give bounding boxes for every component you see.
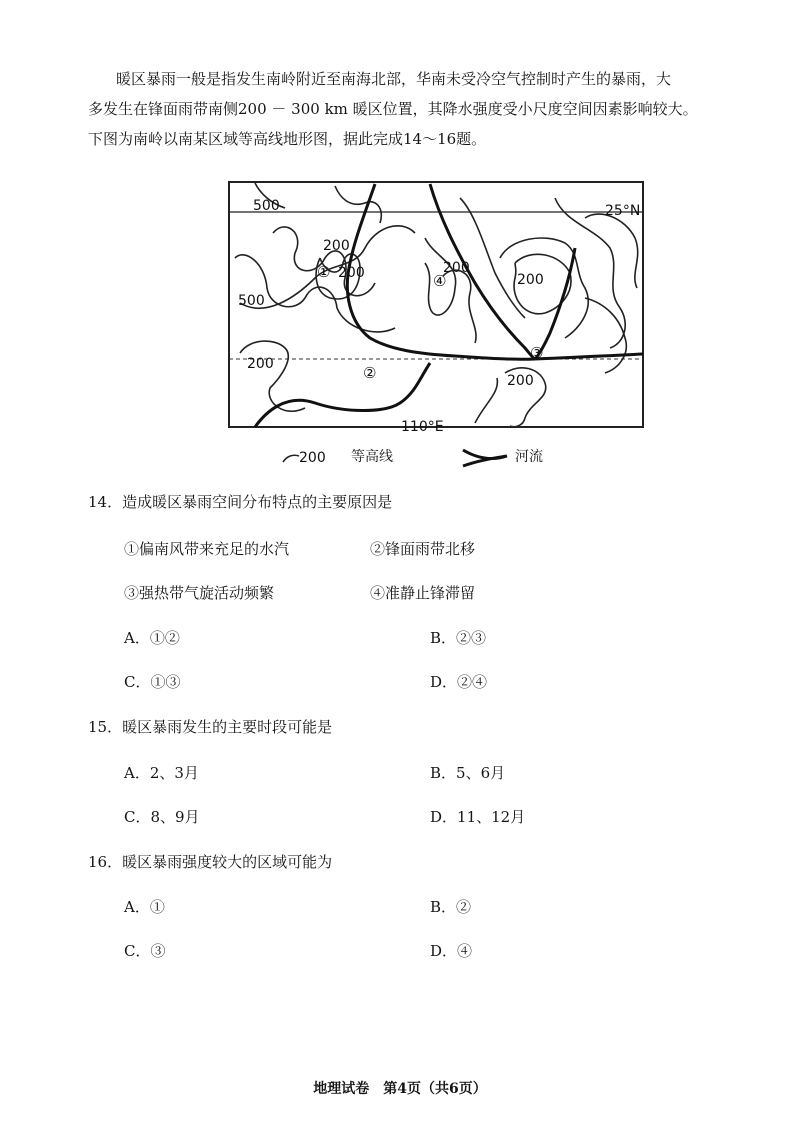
q15-option-c[interactable]: C．8、9月: [124, 808, 200, 826]
river: [535, 248, 575, 359]
q15-option-a[interactable]: A．2、3月: [124, 764, 199, 782]
q16-option-d[interactable]: D．④: [430, 942, 473, 960]
area-marker-2: ②: [363, 364, 377, 382]
question-14-stem: 14．造成暖区暴雨空间分布特点的主要原因是: [88, 493, 393, 511]
contour-label: 200: [323, 238, 350, 254]
q15-option-d[interactable]: D．11、12月: [430, 808, 526, 826]
intro-line-3: 下图为南岭以南某区域等高线地形图，据此完成14～16题。: [88, 130, 487, 148]
intro-line-2: 多发生在锋面雨带南侧200 － 300 km 暖区位置，其降水强度受小尺度空间因素影响较大。: [88, 100, 698, 118]
contour-label: 500: [253, 198, 280, 214]
rivers: [255, 184, 643, 427]
intro-passage: [88, 64, 758, 154]
contour-line: [443, 270, 476, 343]
contour-line: [475, 378, 497, 423]
q16-option-c[interactable]: C．③: [124, 942, 166, 960]
intro-line-1: 暖区暴雨一般是指发生南岭附近至南海北部，华南未受冷空气控制时产生的暴雨，大: [116, 70, 672, 88]
question-15-stem: 15．暖区暴雨发生的主要时段可能是: [88, 718, 333, 736]
contour-line: [335, 186, 381, 223]
contour-label: 200: [517, 272, 544, 288]
q14-option-c[interactable]: C．①③: [124, 673, 181, 691]
question-16-stem: 16．暖区暴雨强度较大的区域可能为: [88, 853, 333, 871]
map-frame: [229, 182, 643, 427]
area-marker-4: ④: [433, 272, 447, 290]
q14-option-d[interactable]: D．②④: [430, 673, 488, 691]
contour-label: 200: [247, 356, 274, 372]
contour-label: 200: [338, 265, 365, 281]
legend-contour-symbol: [283, 455, 299, 462]
area-marker-1: ①: [317, 263, 331, 281]
contour-label: 500: [238, 293, 265, 309]
contour-line: [555, 198, 625, 348]
map-legend: [283, 448, 543, 466]
q14-option-a[interactable]: A．①②: [124, 629, 180, 647]
q16-option-b[interactable]: B．②: [430, 898, 472, 916]
river: [255, 363, 430, 427]
page-footer: 地理试卷 第4页（共6页）: [313, 1081, 487, 1097]
contour-label: 200: [507, 373, 534, 389]
q14-option-b[interactable]: B．②③: [430, 629, 487, 647]
statement-4: ④准静止锋滞留: [370, 584, 476, 602]
statement-3: ③强热带气旋活动频繁: [124, 584, 275, 602]
q16-option-a[interactable]: A．①: [124, 898, 165, 916]
legend-contour-value: 200: [299, 450, 326, 466]
legend-contour-text: 等高线: [351, 449, 393, 465]
contour-lines: [235, 183, 641, 427]
q15-option-b[interactable]: B．5、6月: [430, 764, 506, 782]
latitude-label: 25°N: [605, 203, 641, 219]
statement-1: ①偏南风带来充足的水汽: [124, 540, 290, 558]
statement-2: ②锋面雨带北移: [370, 540, 476, 558]
contour-map: [225, 178, 655, 473]
area-marker-3: ③: [530, 344, 544, 362]
longitude-label: 110°E: [401, 419, 444, 435]
contour-label: 200: [443, 260, 470, 276]
legend-river-symbol: [463, 450, 507, 466]
legend-river-text: 河流: [515, 449, 543, 465]
